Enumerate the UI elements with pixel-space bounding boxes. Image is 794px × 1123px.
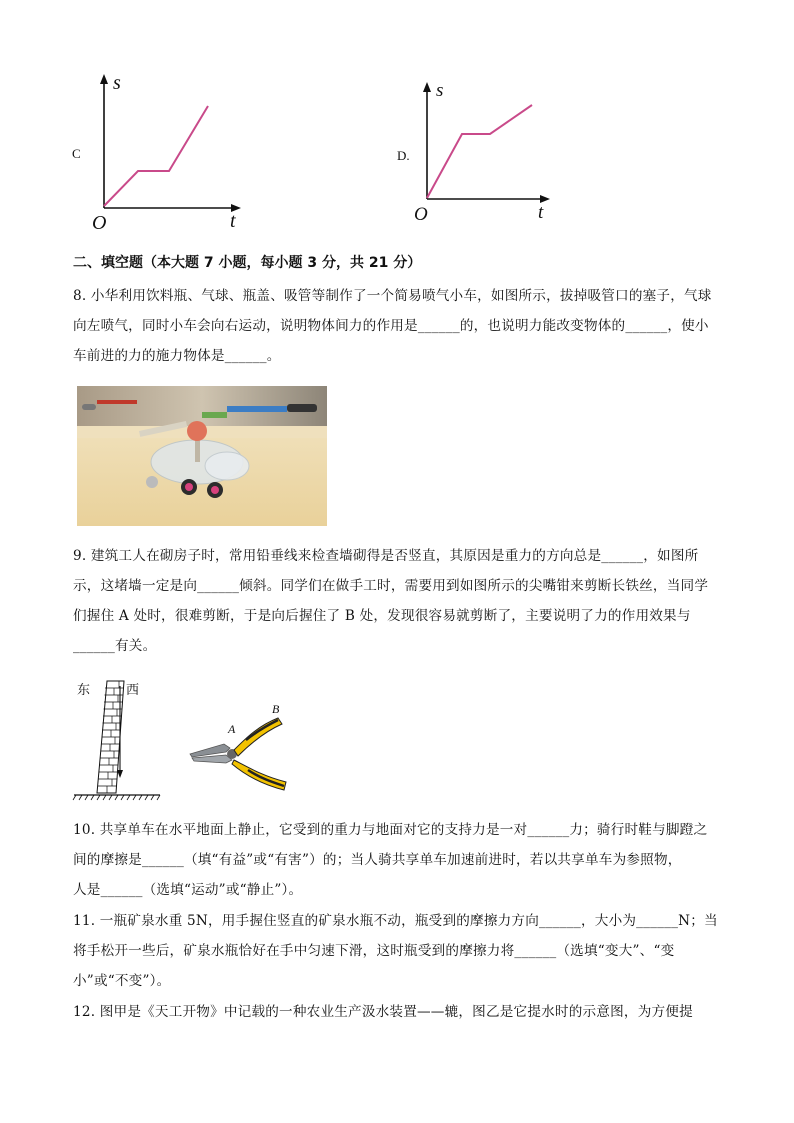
s-t-line (427, 105, 532, 198)
question-9 (73, 541, 728, 661)
question-10-line: 人是______（选填“运动”或“静止”）。 (73, 882, 303, 898)
question-11-line: 11. 一瓶矿泉水重 5N，用手握住竖直的矿泉水瓶不动，瓶受到的摩擦力方向______，大小为______N；当 (73, 913, 718, 929)
question-12-line: 12. 图甲是《天工开物》中记载的一种农业生产汲水装置——辘，图乙是它提水时的示意图，为方便提 (73, 1004, 693, 1020)
question-9-line: 们握住 A 处时，很难剪断，于是向后握住了 B 处，发现很容易就剪断了，主要说明了力的作用效果与 (73, 608, 691, 624)
question-11 (73, 906, 728, 996)
option-c-label: C (72, 146, 81, 161)
axis-label-s: s (436, 80, 444, 101)
option-d-graph (404, 80, 564, 235)
y-axis-arrow-icon (423, 82, 431, 92)
section-title: 二、填空题（本大题 7 小题，每小题 3 分，共 21 分） (73, 255, 422, 271)
axis-label-t: t (230, 210, 236, 232)
plier-point-a: A (228, 722, 236, 736)
axis-label-t: t (538, 202, 544, 223)
s-t-line (104, 106, 208, 206)
question-10 (73, 815, 728, 905)
option-d-label: D. (397, 148, 410, 163)
question-9-line: 9. 建筑工人在砌房子时，常用铅垂线来检查墙砌得是否竖直，其原因是重力的方向总是______，如图所 (73, 548, 699, 564)
question-8 (73, 281, 728, 371)
pliers-figure (186, 700, 296, 798)
question-10-line: 10. 共享单车在水平地面上静止，它受到的重力与地面对它的支持力是一对______力；骑行时鞋与脚蹬之 (73, 822, 708, 838)
axis-label-s: s (113, 72, 121, 94)
question-12 (73, 997, 728, 1027)
question-9-line: ______有关。 (73, 638, 157, 654)
question-11-line: 将手松开一些后，矿泉水瓶恰好在手中匀速下滑，这时瓶受到的摩擦力将______（选填“变大”、“变 (73, 943, 675, 959)
question-10-line: 间的摩擦是______（填“有益”或“有害”）的；当人骑共享单车加速前进时，若以共享单车为参照物， (73, 852, 682, 868)
plier-point-b: B (272, 702, 280, 716)
y-axis-arrow-icon (100, 74, 108, 84)
origin-label: O (92, 212, 107, 234)
question-9-line: 示，这堵墙一定是向______倾斜。同学们在做手工时，需要用到如图所示的尖嘴钳来剪断长铁丝，当同学 (73, 578, 709, 594)
option-c-graph (80, 72, 250, 237)
question-8-line: 车前进的力的施力物体是______。 (73, 348, 281, 364)
question-8-line: 8. 小华利用饮料瓶、气球、瓶盖、吸管等制作了一个简易喷气小车，如图所示，拔掉吸管口的塞子，气球 (73, 288, 712, 304)
question-11-line: 小”或“不变”）。 (73, 973, 171, 989)
question-8-line: 向左喷气，同时小车会向右运动，说明物体间力的作用是______的，也说明力能改变物体的______，使小 (73, 318, 709, 334)
wall-figure (72, 676, 164, 806)
plumb-bob-icon (117, 770, 123, 778)
wall-label-west: 西 (126, 683, 140, 698)
wall-label-east: 东 (77, 683, 91, 698)
jet-car-photo (77, 386, 327, 526)
origin-label: O (414, 204, 428, 225)
